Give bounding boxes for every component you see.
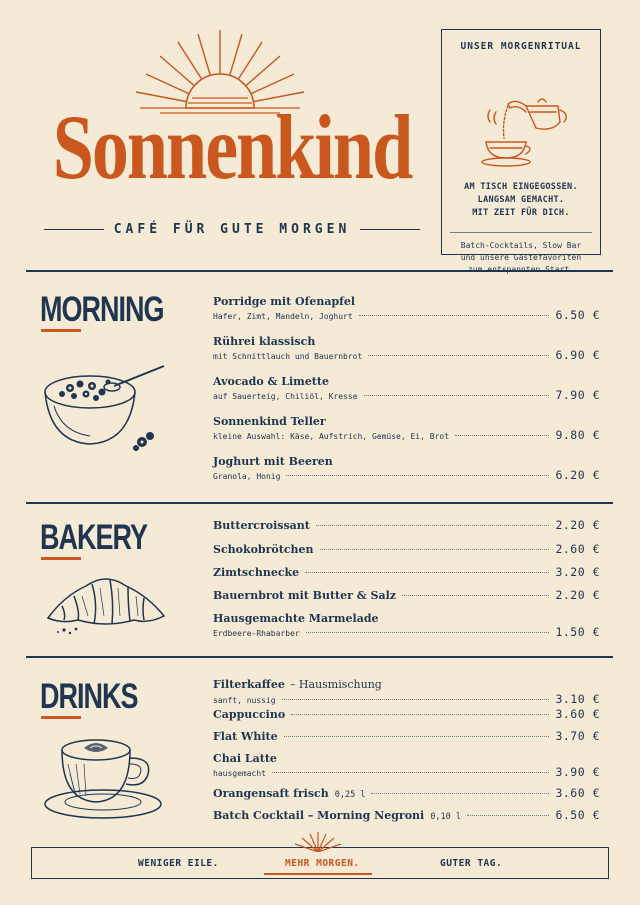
item-description: hausgemacht: [213, 769, 266, 778]
item-description: kleine Auswahl: Käse, Aufstrich, Gemüse, Ei, Brot: [213, 432, 450, 441]
divider: [450, 232, 592, 233]
item-name: Buttercroissant: [213, 519, 310, 532]
divider: [44, 229, 104, 230]
item-price: 6.90 €: [555, 348, 600, 362]
menu-item: [213, 565, 600, 579]
section-divider: [26, 656, 613, 658]
croissant-icon: [44, 566, 168, 638]
item-name: Joghurt mit Beeren: [213, 455, 333, 468]
ritual-lines: [442, 181, 600, 220]
item-name: Orangensaft frisch: [213, 787, 329, 800]
item-price: 7.90 €: [555, 388, 600, 402]
item-price: 2.20 €: [555, 518, 600, 532]
leader-dots: [320, 549, 550, 550]
item-description: Granola, Honig: [213, 472, 281, 481]
item-addon: – Hausmischung: [289, 678, 382, 691]
coffee-cup-icon: [40, 734, 166, 824]
item-price: 6.50 €: [555, 808, 600, 822]
leader-dots: [284, 736, 550, 737]
item-price: 6.20 €: [555, 468, 600, 482]
brand-tagline: [44, 222, 420, 237]
leader-dots: [272, 772, 549, 773]
item-price: 3.70 €: [555, 729, 600, 743]
title-underline: [41, 557, 81, 560]
brand-logo-text: Sonnenkind: [52, 96, 412, 200]
leader-dots: [306, 632, 550, 633]
cereal-bowl-icon: [40, 362, 168, 452]
item-name: Batch Cocktail – Morning Negroni: [213, 809, 425, 822]
item-size: 0,10 l: [430, 812, 461, 822]
teapot-pouring-cup-icon: [480, 92, 570, 170]
ritual-note-line: Batch-Cocktails, Slow Bar: [460, 241, 582, 250]
divider: [360, 229, 420, 230]
section-title-morning: MORNING: [40, 290, 164, 329]
section-title-bakery: BAKERY: [40, 518, 148, 557]
item-price: 3.60 €: [555, 786, 600, 800]
item-price: 6.50 €: [555, 308, 600, 322]
tagline-text: CAFÉ FÜR GUTE MORGEN: [113, 222, 351, 237]
leader-dots: [467, 815, 550, 816]
item-price: 3.60 €: [555, 707, 600, 721]
item-price: 3.20 €: [555, 565, 600, 579]
menu-item: [213, 335, 600, 362]
footer-middle: MEHR MORGEN.: [281, 858, 364, 869]
menu-item: [213, 455, 600, 482]
menu-item: [213, 673, 600, 706]
ritual-title: UNSER MORGENRITUAL: [460, 41, 582, 52]
item-name: Zimtschnecke: [213, 566, 300, 579]
ritual-line: AM TISCH EINGEGOSSEN.: [464, 182, 578, 192]
item-description: Erdbeere-Rhabarber: [213, 629, 300, 638]
item-name: Hausgemachte Marmelade: [213, 612, 379, 625]
menu-item: [213, 415, 600, 442]
item-description: Hafer, Zimt, Mandeln, Joghurt: [213, 312, 353, 321]
ritual-line: LANGSAM GEMACHT.: [477, 195, 565, 205]
item-name: Sonnenkind Teller: [213, 415, 326, 428]
leader-dots: [364, 395, 550, 396]
item-name: Rührei klassisch: [213, 335, 316, 348]
leader-dots: [316, 525, 550, 526]
item-name: Flat White: [213, 730, 278, 743]
menu-item: [213, 295, 600, 322]
menu-item: [213, 786, 600, 800]
item-description: mit Schnittlauch und Bauernbrot: [213, 352, 363, 361]
section-title-drinks: DRINKS: [40, 677, 138, 716]
item-price: 9.80 €: [555, 428, 600, 442]
menu-item: [213, 612, 600, 639]
item-name: Bauernbrot mit Butter & Salz: [213, 589, 397, 602]
item-name: Schokobrötchen: [213, 543, 314, 556]
leader-dots: [368, 355, 549, 356]
menu-item: [213, 752, 600, 779]
ritual-box: [441, 29, 601, 262]
item-size: 0,25 l: [334, 790, 366, 800]
item-price: 2.20 €: [555, 588, 600, 602]
leader-dots: [359, 315, 550, 316]
title-underline: [41, 329, 81, 332]
ritual-line: MIT ZEIT FÜR DICH.: [472, 208, 570, 218]
footer-underline: [264, 873, 372, 875]
ritual-note-line: und unsere Gästefavoriten: [460, 253, 582, 262]
leader-dots: [286, 475, 549, 476]
leader-dots: [371, 793, 549, 794]
item-name: Filterkaffee: [213, 678, 285, 691]
leader-dots: [282, 699, 550, 700]
sun-rays-icon: [290, 830, 346, 852]
menu-item: [213, 375, 600, 402]
item-description: auf Sauerteig, Chiliöl, Kresse: [213, 392, 358, 401]
leader-dots: [402, 595, 549, 596]
item-description: sanft, nussig: [213, 696, 276, 705]
menu-item: [213, 518, 600, 532]
leader-dots: [291, 714, 549, 715]
menu-item: [213, 808, 600, 822]
item-price: 2.60 €: [555, 542, 600, 556]
item-name: Cappuccino: [213, 708, 286, 721]
item-name: Avocado & Limette: [213, 375, 329, 388]
footer-right: GUTER TAG.: [440, 858, 503, 869]
menu-item: [213, 542, 600, 556]
section-divider: [26, 502, 613, 504]
leader-dots: [305, 572, 549, 573]
menu-item: [213, 729, 600, 743]
section-divider: [26, 270, 613, 272]
item-name: Chai Latte: [213, 752, 277, 765]
footer-left: WENIGER EILE.: [138, 858, 219, 869]
menu-item: [213, 588, 600, 602]
title-underline: [41, 716, 81, 719]
leader-dots: [455, 435, 549, 436]
menu-item: [213, 707, 600, 721]
item-price: 1.50 €: [555, 625, 600, 639]
item-price: 3.90 €: [555, 765, 600, 779]
item-price: 3.10 €: [555, 692, 600, 706]
item-name: Porridge mit Ofenapfel: [213, 295, 356, 308]
